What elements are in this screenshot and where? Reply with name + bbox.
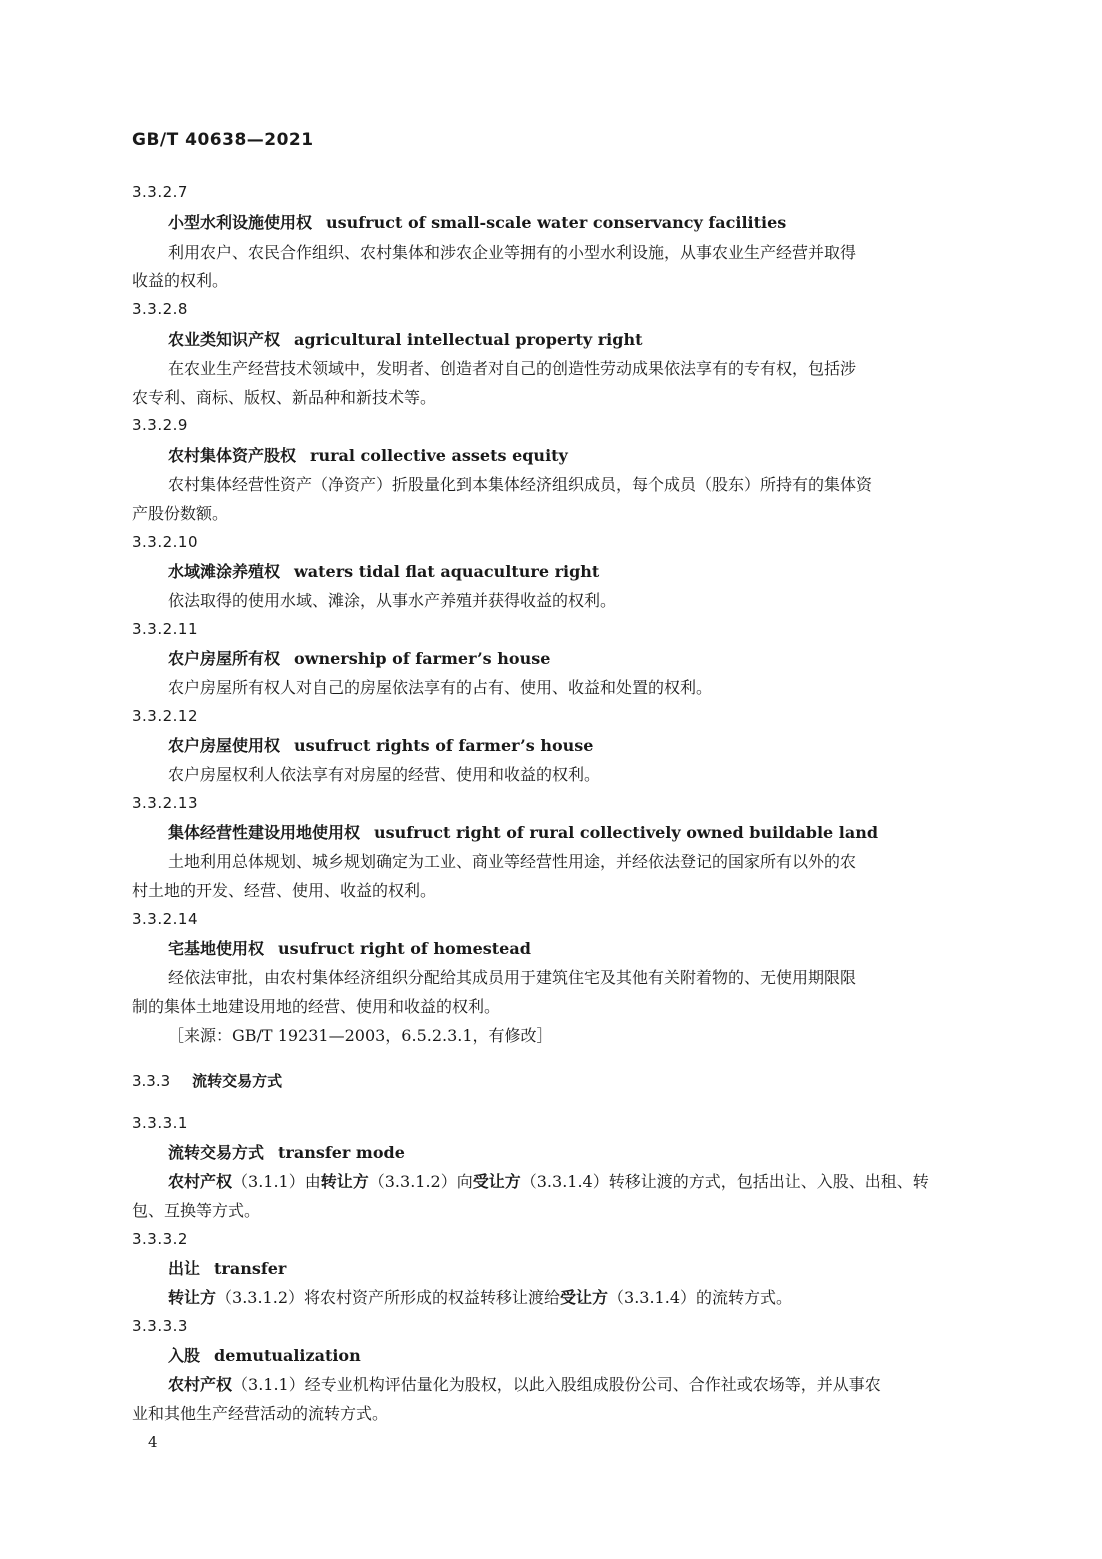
source-note: ［来源：GB/T 19231—2003，6.5.2.3.1，有修改］ xyxy=(168,1026,553,1045)
clause-number: 3.3.3.3 xyxy=(132,1317,188,1335)
term-heading xyxy=(168,649,550,669)
standard-header: GB/T 40638—2021 xyxy=(132,130,314,150)
term-heading xyxy=(168,330,642,350)
term-zh: 入股 xyxy=(168,1346,201,1365)
definition-line xyxy=(168,1288,792,1308)
reference-number: （3.1.1）由 xyxy=(232,1172,321,1191)
clause-number: 3.3.2.14 xyxy=(132,910,199,928)
term-reference: 受让方 xyxy=(472,1172,521,1191)
term-en: usufruct rights of farmer’s house xyxy=(294,736,594,755)
term-reference: 受让方 xyxy=(560,1288,609,1307)
term-heading xyxy=(168,939,531,959)
term-reference: 农村产权 xyxy=(168,1375,233,1394)
term-en: usufruct of small-scale water conservancy facilities xyxy=(326,213,787,232)
definition-line: 农村集体经营性资产（净资产）折股量化到本集体经济组织成员，每个成员（股东）所持有的集体资 xyxy=(168,475,873,494)
section-title: 流转交易方式 xyxy=(192,1072,283,1090)
clause-number: 3.3.2.8 xyxy=(132,300,188,318)
clause-number: 3.3.3.1 xyxy=(132,1114,188,1132)
term-zh: 农户房屋所有权 xyxy=(168,649,281,668)
definition-line: 农户房屋所有权人对自己的房屋依法享有的占有、使用、收益和处置的权利。 xyxy=(168,678,713,697)
term-zh: 出让 xyxy=(168,1259,201,1278)
clause-number: 3.3.3.2 xyxy=(132,1230,188,1248)
definition-line: 农户房屋权利人依法享有对房屋的经营、使用和收益的权利。 xyxy=(168,765,601,784)
term-en: demutualization xyxy=(214,1346,361,1365)
term-heading xyxy=(168,736,593,756)
definition-line: 农专利、商标、版权、新品种和新技术等。 xyxy=(132,388,437,407)
section-heading xyxy=(132,1071,282,1091)
term-heading xyxy=(168,1259,286,1279)
term-en: agricultural intellectual property right xyxy=(294,330,643,349)
clause-number: 3.3.2.13 xyxy=(132,794,199,812)
definition-line: 业和其他生产经营活动的流转方式。 xyxy=(132,1404,389,1423)
term-heading xyxy=(168,213,786,233)
definition-text: （3.3.1.4）的流转方式。 xyxy=(608,1288,792,1307)
term-heading xyxy=(168,1346,361,1366)
term-en: rural collective assets equity xyxy=(310,446,568,465)
term-zh: 农业类知识产权 xyxy=(168,330,281,349)
definition-text: （3.3.1.2）将农村资产所形成的权益转移让渡给 xyxy=(216,1288,560,1307)
term-zh: 小型水利设施使用权 xyxy=(168,213,313,232)
term-en: ownership of farmer’s house xyxy=(294,649,551,668)
term-heading xyxy=(168,562,599,582)
section-number: 3.3.3 xyxy=(132,1072,171,1090)
term-zh: 宅基地使用权 xyxy=(168,939,265,958)
term-zh: 农村集体资产股权 xyxy=(168,446,297,465)
definition-line: 收益的权利。 xyxy=(132,271,229,290)
term-reference: 转让方 xyxy=(168,1288,217,1307)
term-reference: 转让方 xyxy=(320,1172,369,1191)
term-en: transfer mode xyxy=(278,1143,405,1162)
term-en: usufruct right of homestead xyxy=(278,939,531,958)
definition-line: 在农业生产经营技术领域中，发明者、创造者对自己的创造性劳动成果依法享有的专有权，包括涉 xyxy=(168,359,857,378)
term-en: transfer xyxy=(214,1259,287,1278)
definition-line: 依法取得的使用水域、滩涂，从事水产养殖并获得收益的权利。 xyxy=(168,591,617,610)
page-number: 4 xyxy=(148,1433,158,1451)
definition-text: （3.3.1.4）转移让渡的方式，包括出让、入股、出租、转 xyxy=(520,1172,929,1191)
term-reference: 农村产权 xyxy=(168,1172,233,1191)
term-en: usufruct right of rural collectively owned buildable land xyxy=(374,823,879,842)
term-zh: 流转交易方式 xyxy=(168,1143,265,1162)
definition-text: （3.1.1）经专业机构评估量化为股权，以此入股组成股份公司、合作社或农场等，并从事农 xyxy=(232,1375,881,1394)
definition-line: 土地利用总体规划、城乡规划确定为工业、商业等经营性用途，并经依法登记的国家所有以外的农 xyxy=(168,852,857,871)
definition-line xyxy=(168,1375,881,1395)
clause-number: 3.3.2.11 xyxy=(132,620,199,638)
clause-number: 3.3.2.12 xyxy=(132,707,199,725)
clause-number: 3.3.2.10 xyxy=(132,533,199,551)
clause-number: 3.3.2.7 xyxy=(132,183,188,201)
definition-line: 经依法审批，由农村集体经济组织分配给其成员用于建筑住宅及其他有关附着物的、无使用期限限 xyxy=(168,968,857,987)
term-zh: 水域滩涂养殖权 xyxy=(168,562,281,581)
term-heading xyxy=(168,446,568,466)
reference-number: （3.3.1.2）向 xyxy=(368,1172,473,1191)
definition-line: 制的集体土地建设用地的经营、使用和收益的权利。 xyxy=(132,997,501,1016)
term-en: waters tidal flat aquaculture right xyxy=(294,562,600,581)
definition-line: 利用农户、农民合作组织、农村集体和涉农企业等拥有的小型水利设施，从事农业生产经营并取得 xyxy=(168,243,857,262)
term-heading xyxy=(168,823,878,843)
definition-line: 村土地的开发、经营、使用、收益的权利。 xyxy=(132,881,437,900)
term-zh: 农户房屋使用权 xyxy=(168,736,281,755)
definition-line: 产股份数额。 xyxy=(132,504,229,523)
definition-line: 包、互换等方式。 xyxy=(132,1201,261,1220)
clause-number: 3.3.2.9 xyxy=(132,416,188,434)
term-zh: 集体经营性建设用地使用权 xyxy=(168,823,361,842)
definition-line xyxy=(168,1172,929,1192)
term-heading xyxy=(168,1143,405,1163)
